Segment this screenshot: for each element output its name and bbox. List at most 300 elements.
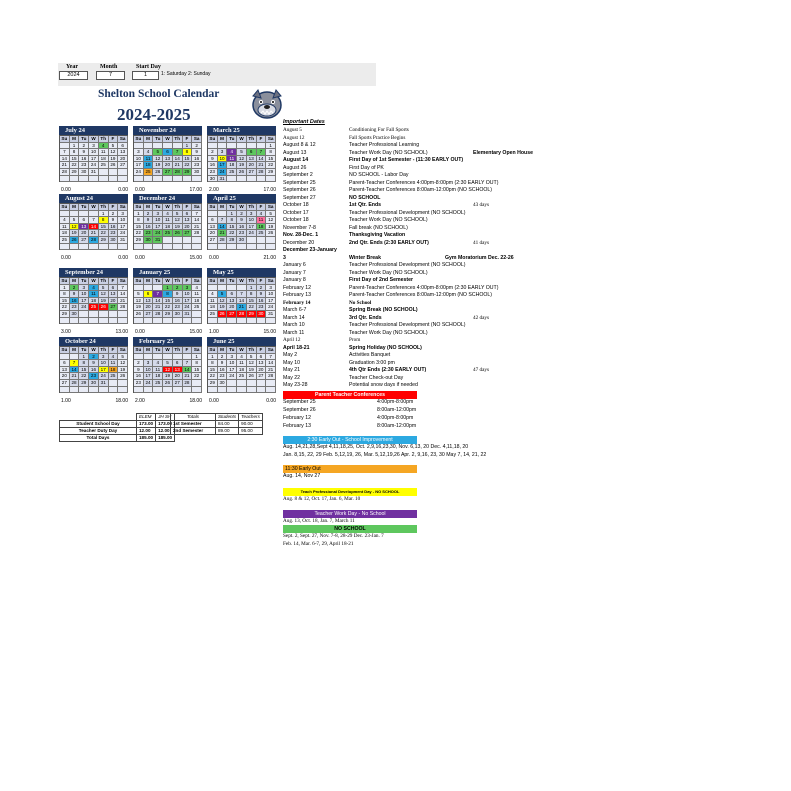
calendar-day: 15 — [227, 224, 237, 231]
calendar-day: 7 — [173, 149, 183, 156]
calendar-day: 2 — [173, 285, 183, 292]
empty-day — [247, 176, 257, 183]
totals-header-teachers: Teachers — [239, 414, 263, 421]
calendar-day: 9 — [173, 291, 183, 298]
table-row: Total Days 185.00 185.00 — [60, 435, 175, 442]
empty-day — [173, 237, 183, 244]
calendar-day: 19 — [247, 367, 257, 374]
calendar-day: 19 — [118, 367, 128, 374]
calendar-day: 24 — [99, 373, 109, 380]
month-february-25 — [133, 337, 202, 393]
calendar-day: 23 — [109, 230, 119, 237]
calendar-day: 11 — [257, 217, 267, 224]
calendar-day: 10 — [99, 360, 109, 367]
event-description: Thanksgiving Vacation — [349, 232, 406, 238]
month-day-grid — [59, 135, 128, 182]
empty-day — [237, 244, 247, 251]
calendar-day: 28 — [70, 380, 80, 387]
calendar-day: 15 — [183, 156, 193, 163]
empty-day — [153, 244, 163, 251]
calendar-day: 20 — [109, 298, 119, 305]
calendar-day: 3 — [79, 285, 89, 292]
ptc-date: February 13 — [283, 423, 311, 429]
calendar-day: 25 — [89, 304, 99, 311]
empty-day — [89, 176, 99, 183]
calendar-day: 22 — [163, 304, 173, 311]
empty-day — [173, 244, 183, 251]
month-total-right: 18.00 — [189, 398, 202, 405]
calendar-day: 13 — [173, 367, 183, 374]
event-description: Teacher Work Day (NO SCHOOL) — [349, 269, 428, 276]
event-description: Prom — [349, 337, 361, 343]
calendar-day: 29 — [247, 311, 257, 318]
calendar-day: 10 — [153, 217, 163, 224]
event-description: Teacher Work Day (NO SCHOOL) — [349, 149, 428, 156]
ptc-title-bar: Parent Teacher Conferences — [283, 391, 417, 399]
legend-bar: 2:30 Early Out - School Improvement — [283, 436, 417, 444]
calendar-day: 30 — [144, 237, 154, 244]
weekday-header: M — [70, 204, 80, 211]
empty-day — [134, 285, 144, 292]
calendar-day: 23 — [70, 304, 80, 311]
empty-day — [266, 244, 276, 251]
calendar-day: 26 — [173, 230, 183, 237]
month-total-right: 18.00 — [115, 398, 128, 405]
calendar-day: 15 — [266, 156, 276, 163]
calendar-day: 29 — [266, 169, 276, 176]
calendar-day: 26 — [266, 230, 276, 237]
calendar-day: 25 — [109, 373, 119, 380]
calendar-day: 7 — [237, 291, 247, 298]
event-description: 2nd Qtr. Ends (2:30 EARLY OUT) — [349, 239, 429, 246]
calendar-day: 3 — [183, 285, 193, 292]
weekday-header: Tu — [227, 136, 237, 143]
calendar-day: 18 — [99, 156, 109, 163]
calendar-day: 22 — [134, 230, 144, 237]
event-description: Teacher Professional Development (NO SCHOOL) — [349, 209, 466, 216]
empty-day — [89, 387, 99, 394]
empty-day — [144, 318, 154, 325]
calendar-day: 9 — [109, 217, 119, 224]
weekday-header: F — [257, 347, 267, 354]
empty-day — [89, 311, 99, 318]
calendar-day: 28 — [218, 237, 228, 244]
calendar-day: 21 — [173, 162, 183, 169]
empty-day — [218, 244, 228, 251]
calendar-day: 7 — [118, 285, 128, 292]
month-total-right: 0.00 — [118, 255, 128, 262]
calendar-day: 3 — [266, 285, 276, 292]
empty-day — [99, 244, 109, 251]
calendar-day: 14 — [257, 156, 267, 163]
weekday-header: W — [89, 347, 99, 354]
settings-bar — [58, 63, 376, 86]
calendar-day: 21 — [183, 373, 193, 380]
summary-header-jhsh: JH SH — [156, 414, 175, 421]
month-title: July 24 — [59, 126, 128, 135]
empty-day — [218, 285, 228, 292]
calendar-day: 28 — [192, 230, 202, 237]
ptc-time: 4:00pm-8:00pm — [377, 415, 414, 421]
event-date: March 6-7 — [283, 307, 307, 313]
calendar-day: 8 — [266, 149, 276, 156]
empty-day — [247, 237, 257, 244]
calendar-day: 13 — [144, 298, 154, 305]
weekday-header: F — [183, 204, 193, 211]
month-day-grid — [207, 346, 276, 393]
weekday-header: F — [257, 278, 267, 285]
calendar-day: 5 — [163, 360, 173, 367]
calendar-day: 2 — [192, 143, 202, 150]
event-description: NO SCHOOL — [349, 194, 381, 201]
calendar-day: 29 — [208, 380, 218, 387]
weekday-header: Sa — [192, 278, 202, 285]
event-description: First Day of 1st Semester - (11:30 EARLY OUT) — [349, 157, 464, 163]
calendar-day: 3 — [153, 211, 163, 218]
calendar-day: 29 — [183, 169, 193, 176]
year-label: Year — [66, 64, 78, 70]
calendar-day: 16 — [134, 373, 144, 380]
month-day-grid — [59, 203, 128, 250]
calendar-day: 4 — [257, 211, 267, 218]
empty-day — [79, 176, 89, 183]
calendar-day: 11 — [208, 298, 218, 305]
calendar-day: 14 — [153, 298, 163, 305]
calendar-day: 28 — [89, 237, 99, 244]
start-day-input[interactable]: 1 — [132, 71, 159, 80]
empty-day — [118, 387, 128, 394]
calendar-day: 2 — [257, 285, 267, 292]
legend-bar: Teach Professional Development Day - NO SCHOOL — [283, 488, 417, 496]
empty-day — [153, 318, 163, 325]
calendar-day: 20 — [247, 162, 257, 169]
empty-day — [79, 244, 89, 251]
calendar-day: 12 — [173, 217, 183, 224]
weekday-header: W — [163, 347, 173, 354]
calendar-day: 25 — [257, 230, 267, 237]
empty-day — [79, 311, 89, 318]
empty-day — [109, 169, 119, 176]
weekday-header: Su — [208, 136, 218, 143]
weekday-header: M — [70, 278, 80, 285]
calendar-day: 27 — [208, 237, 218, 244]
event-date: September 2 — [283, 172, 313, 178]
empty-day — [192, 244, 202, 251]
empty-day — [173, 354, 183, 361]
event-date: September 25 — [283, 179, 316, 186]
calendar-day: 5 — [153, 149, 163, 156]
empty-day — [227, 244, 237, 251]
calendar-day: 16 — [237, 224, 247, 231]
empty-day — [173, 318, 183, 325]
weekday-header: F — [109, 136, 119, 143]
calendar-day: 13 — [109, 291, 119, 298]
calendar-day: 27 — [144, 311, 154, 318]
ptc-date: February 12 — [283, 415, 311, 421]
empty-day — [89, 244, 99, 251]
empty-day — [208, 244, 218, 251]
calendar-day: 13 — [163, 156, 173, 163]
calendar-day: 19 — [99, 298, 109, 305]
calendar-day: 21 — [237, 304, 247, 311]
empty-day — [237, 143, 247, 150]
event-description: Teacher Professional Development (NO SCHOOL) — [349, 262, 466, 268]
calendar-day: 1 — [183, 143, 193, 150]
month-title: March 25 — [207, 126, 276, 135]
legend-bar: NO SCHOOL — [283, 525, 417, 533]
empty-day — [227, 380, 237, 387]
calendar-day: 7 — [89, 217, 99, 224]
calendar-day: 6 — [173, 360, 183, 367]
empty-day — [192, 318, 202, 325]
event-description: Spring Break (NO SCHOOL) — [349, 307, 418, 313]
calendar-day: 14 — [218, 224, 228, 231]
event-date: October 17 — [283, 209, 309, 216]
calendar-day: 5 — [266, 211, 276, 218]
empty-day — [99, 176, 109, 183]
weekday-header: F — [257, 204, 267, 211]
month-june-25 — [207, 337, 276, 393]
calendar-day: 10 — [89, 149, 99, 156]
empty-day — [247, 387, 257, 394]
calendar-day: 12 — [237, 156, 247, 163]
calendar-day: 18 — [109, 367, 119, 374]
calendar-day: 15 — [208, 367, 218, 374]
month-day-grid — [133, 135, 202, 182]
month-total-left: 0.00 — [209, 398, 219, 405]
month-january-25 — [133, 268, 202, 324]
month-day-grid — [133, 203, 202, 250]
calendar-day: 22 — [208, 373, 218, 380]
calendar-day: 14 — [266, 360, 276, 367]
weekday-header: Su — [134, 204, 144, 211]
calendar-day: 18 — [163, 224, 173, 231]
empty-day — [247, 380, 257, 387]
calendar-day: 13 — [208, 224, 218, 231]
event-description: Conditioning For Fall Sports — [349, 127, 409, 133]
calendar-day: 4 — [227, 149, 237, 156]
calendar-day: 19 — [153, 162, 163, 169]
empty-day — [118, 380, 128, 387]
summary-header-blank — [60, 414, 137, 421]
weekday-header: M — [144, 204, 154, 211]
month-total-left: 1.00 — [209, 329, 219, 336]
empty-day — [134, 143, 144, 150]
calendar-day: 27 — [183, 230, 193, 237]
weekday-header: Sa — [118, 204, 128, 211]
calendar-day: 27 — [227, 311, 237, 318]
calendar-day: 6 — [60, 360, 70, 367]
year-input[interactable]: 2024 — [59, 71, 88, 80]
empty-day — [218, 211, 228, 218]
weekday-header: W — [237, 347, 247, 354]
calendar-day: 13 — [257, 360, 267, 367]
calendar-day: 20 — [118, 156, 128, 163]
event-description: Fall Sports Practice Begins — [349, 134, 406, 141]
weekday-header: W — [89, 278, 99, 285]
weekday-header: M — [70, 136, 80, 143]
empty-day — [227, 387, 237, 394]
empty-day — [70, 244, 80, 251]
calendar-day: 2 — [218, 354, 228, 361]
calendar-day: 5 — [134, 291, 144, 298]
month-total-right: 15.00 — [263, 329, 276, 336]
empty-day — [99, 311, 109, 318]
month-august-24 — [59, 194, 128, 250]
month-total-left: 0.00 — [61, 255, 71, 262]
empty-day — [134, 176, 144, 183]
empty-day — [79, 211, 89, 218]
calendar-day: 3 — [99, 354, 109, 361]
month-title: December 24 — [133, 194, 202, 203]
weekday-header: Tu — [79, 347, 89, 354]
calendar-day: 22 — [227, 230, 237, 237]
calendar-day: 10 — [227, 360, 237, 367]
calendar-day: 26 — [163, 380, 173, 387]
event-date: 3 — [283, 254, 286, 261]
calendar-day: 26 — [134, 311, 144, 318]
calendar-day: 19 — [218, 304, 228, 311]
calendar-day: 17 — [89, 156, 99, 163]
calendar-day: 13 — [118, 149, 128, 156]
calendar-day: 4 — [144, 149, 154, 156]
calendar-day: 2 — [144, 211, 154, 218]
calendar-day: 11 — [109, 360, 119, 367]
calendar-day: 26 — [237, 169, 247, 176]
calendar-day: 24 — [266, 304, 276, 311]
calendar-day: 2 — [79, 143, 89, 150]
weekday-header: Th — [173, 204, 183, 211]
calendar-day: 11 — [163, 217, 173, 224]
empty-day — [134, 354, 144, 361]
empty-day — [266, 318, 276, 325]
calendar-day: 18 — [237, 367, 247, 374]
calendar-day: 1 — [134, 211, 144, 218]
empty-day — [183, 318, 193, 325]
calendar-day: 10 — [266, 291, 276, 298]
calendar-day: 17 — [266, 298, 276, 305]
calendar-day: 25 — [144, 169, 154, 176]
empty-day — [118, 311, 128, 318]
calendar-day: 8 — [60, 291, 70, 298]
calendar-day: 26 — [70, 237, 80, 244]
table-row: Teacher Duty Day 12.00 12.00 — [60, 428, 175, 435]
calendar-day: 9 — [237, 217, 247, 224]
month-title: January 25 — [133, 268, 202, 277]
calendar-day: 10 — [134, 156, 144, 163]
month-input[interactable]: 7 — [96, 71, 125, 80]
weekday-header: Su — [60, 136, 70, 143]
calendar-day: 17 — [144, 373, 154, 380]
calendar-day: 25 — [153, 380, 163, 387]
calendar-day: 27 — [109, 304, 119, 311]
calendar-day: 12 — [163, 367, 173, 374]
event-date: May 22 — [283, 374, 301, 381]
month-day-grid — [207, 135, 276, 182]
calendar-day: 28 — [60, 169, 70, 176]
empty-day — [163, 354, 173, 361]
weekday-header: Th — [99, 204, 109, 211]
empty-day — [247, 318, 257, 325]
calendar-day: 19 — [109, 156, 119, 163]
empty-day — [266, 237, 276, 244]
weekday-header: Sa — [192, 347, 202, 354]
empty-day — [60, 176, 70, 183]
calendar-day: 26 — [153, 169, 163, 176]
calendar-day: 22 — [60, 304, 70, 311]
weekday-header: M — [70, 347, 80, 354]
calendar-day: 1 — [227, 211, 237, 218]
calendar-day: 23 — [208, 169, 218, 176]
empty-day — [99, 318, 109, 325]
calendar-day: 25 — [208, 311, 218, 318]
calendar-day: 11 — [237, 360, 247, 367]
empty-day — [70, 318, 80, 325]
empty-day — [218, 143, 228, 150]
month-september-24 — [59, 268, 128, 324]
empty-day — [153, 354, 163, 361]
calendar-day: 21 — [192, 224, 202, 231]
calendar-day: 31 — [89, 169, 99, 176]
empty-day — [144, 143, 154, 150]
calendar-day: 30 — [192, 169, 202, 176]
weekday-header: Su — [134, 278, 144, 285]
calendar-day: 3 — [134, 149, 144, 156]
weekday-header: M — [218, 136, 228, 143]
calendar-day: 11 — [99, 149, 109, 156]
empty-day — [118, 176, 128, 183]
calendar-day: 4 — [89, 285, 99, 292]
empty-day — [192, 387, 202, 394]
calendar-day: 10 — [247, 217, 257, 224]
calendar-day: 6 — [227, 291, 237, 298]
calendar-day: 14 — [60, 156, 70, 163]
calendar-day: 24 — [153, 230, 163, 237]
event-date: April 12 — [283, 337, 301, 343]
calendar-day: 7 — [257, 149, 267, 156]
month-july-24 — [59, 126, 128, 182]
empty-day — [134, 387, 144, 394]
calendar-day: 30 — [79, 169, 89, 176]
weekday-header: M — [144, 347, 154, 354]
month-total-left: 0.00 — [209, 255, 219, 262]
calendar-day: 27 — [163, 169, 173, 176]
empty-day — [257, 176, 267, 183]
month-total-right: 15.00 — [189, 255, 202, 262]
calendar-day: 24 — [144, 380, 154, 387]
event-description: Parent-Teacher Conferences 8:00am-12:00pm (NO SCHOOL) — [349, 187, 493, 193]
empty-day — [237, 387, 247, 394]
legend-text: Feb. 14, Mar. 6-7, 29, April 18-21 — [283, 541, 354, 547]
calendar-day: 13 — [227, 298, 237, 305]
event-description: Parent-Teacher Conferences 4:00pm-8:00pm (2:30 EARLY OUT) — [349, 179, 499, 186]
calendar-day: 15 — [247, 298, 257, 305]
calendar-day: 23 — [173, 304, 183, 311]
calendar-day: 20 — [79, 230, 89, 237]
empty-day — [70, 354, 80, 361]
empty-day — [118, 244, 128, 251]
empty-day — [237, 318, 247, 325]
calendar-day: 24 — [227, 373, 237, 380]
weekday-header: Sa — [266, 278, 276, 285]
calendar-day: 20 — [257, 367, 267, 374]
event-date: December 23-January — [283, 247, 337, 253]
month-total-left: 0.00 — [135, 329, 145, 336]
event-description: NO SCHOOL - Labor Day — [349, 172, 409, 178]
calendar-day: 12 — [247, 360, 257, 367]
weekday-header: Tu — [227, 278, 237, 285]
weekday-header: Tu — [79, 136, 89, 143]
